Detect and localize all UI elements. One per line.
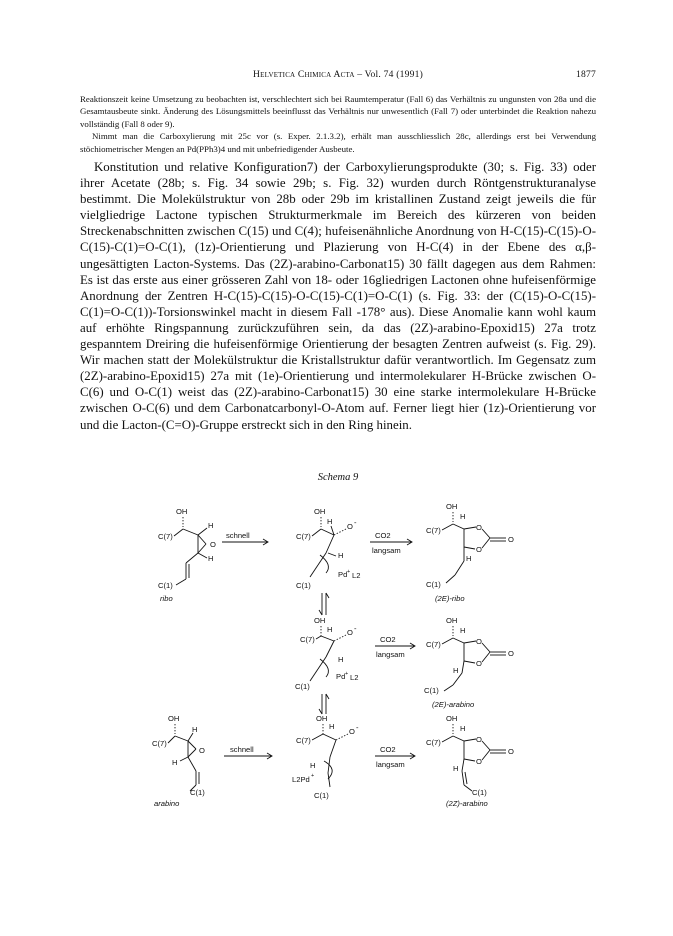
svg-text:C(7): C(7) <box>300 635 315 644</box>
svg-text:C(1): C(1) <box>472 788 487 797</box>
svg-text:OH: OH <box>446 502 458 511</box>
carbonate-e-arabino <box>424 616 514 709</box>
svg-text:H: H <box>460 512 466 521</box>
label-2e-arabino: (2E)-arabino <box>432 700 475 709</box>
svg-text:langsam: langsam <box>376 650 405 659</box>
arrow-schnell-2 <box>224 745 272 759</box>
page-number: 1877 <box>576 69 596 80</box>
svg-text:C(1): C(1) <box>314 791 329 800</box>
arrow-co2-1 <box>370 531 412 555</box>
journal-name: Helvetica Chimica Acta <box>253 69 355 80</box>
svg-text:C(1): C(1) <box>190 788 205 797</box>
pd-complex-arabino-e <box>295 616 358 691</box>
svg-text:OH: OH <box>314 616 326 625</box>
svg-text:OH: OH <box>168 714 180 723</box>
label-arabino: arabino <box>154 799 180 808</box>
svg-text:H: H <box>338 551 344 560</box>
svg-text:O: O <box>508 649 514 658</box>
schema-title: Schema 9 <box>317 472 359 483</box>
svg-text:C(7): C(7) <box>158 532 173 541</box>
svg-text:H: H <box>460 724 466 733</box>
svg-text:Pd: Pd <box>336 672 346 681</box>
svg-text:H: H <box>327 625 333 634</box>
svg-text:C(7): C(7) <box>152 739 167 748</box>
svg-text:-: - <box>356 723 359 732</box>
svg-text:OH: OH <box>446 714 458 723</box>
svg-text:O: O <box>476 735 482 744</box>
small-print-block <box>80 93 596 155</box>
svg-text:H: H <box>310 761 316 770</box>
equilibrium-arrow-2 <box>319 694 329 714</box>
svg-text:CO2: CO2 <box>380 635 396 644</box>
svg-text:O: O <box>508 535 514 544</box>
svg-text:H: H <box>460 626 466 635</box>
svg-text:CO2: CO2 <box>380 745 396 754</box>
svg-text:H: H <box>192 725 198 734</box>
equilibrium-arrow-1 <box>319 593 329 615</box>
svg-text:O: O <box>508 747 514 756</box>
svg-text:schnell: schnell <box>230 745 254 754</box>
svg-text:O: O <box>476 523 482 532</box>
arrow-schnell-1 <box>222 531 268 545</box>
label-ribo: ribo <box>160 594 173 603</box>
pd-complex-ribo <box>296 507 360 590</box>
svg-text:H: H <box>453 666 459 675</box>
svg-text:C(7): C(7) <box>296 532 311 541</box>
svg-text:H: H <box>208 554 214 563</box>
svg-text:C(1): C(1) <box>426 580 441 589</box>
svg-text:C(1): C(1) <box>424 686 439 695</box>
svg-text:H: H <box>172 758 178 767</box>
svg-text:H: H <box>327 517 333 526</box>
svg-text:C(7): C(7) <box>426 640 441 649</box>
arrow-co2-3 <box>375 745 415 769</box>
svg-text:OH: OH <box>176 507 188 516</box>
arrow-co2-2 <box>375 635 415 659</box>
svg-text:O: O <box>476 757 482 766</box>
svg-text:-: - <box>354 518 357 527</box>
carbonate-z-arabino <box>426 714 514 808</box>
svg-text:+: + <box>311 773 315 779</box>
svg-text:H: H <box>329 722 335 731</box>
svg-text:OH: OH <box>316 714 328 723</box>
carbonate-e-ribo <box>426 502 514 603</box>
label-2e-ribo: (2E)-ribo <box>435 594 465 603</box>
reaction-scheme <box>150 495 550 825</box>
svg-text:O: O <box>347 522 353 531</box>
svg-text:H: H <box>466 554 472 563</box>
svg-text:+: + <box>345 671 349 677</box>
svg-text:H: H <box>453 764 459 773</box>
svg-text:C(1): C(1) <box>296 581 311 590</box>
svg-text:O: O <box>476 637 482 646</box>
svg-text:O: O <box>347 628 353 637</box>
arabino-epoxide-structure <box>152 714 205 808</box>
svg-text:C(7): C(7) <box>296 736 311 745</box>
svg-text:+: + <box>347 569 351 575</box>
svg-text:L2Pd: L2Pd <box>292 775 310 784</box>
volume-year: – Vol. 74 (1991) <box>357 69 423 80</box>
svg-text:C(1): C(1) <box>158 581 173 590</box>
svg-text:O: O <box>199 746 205 755</box>
svg-text:L2: L2 <box>350 673 359 682</box>
svg-text:O: O <box>476 659 482 668</box>
svg-text:-: - <box>354 624 357 633</box>
running-header <box>80 69 596 83</box>
main-paragraph: Konstitution und relative Konfiguration7) der Carboxylierungsprodukte (30; s. Fig. 33) oder ihrer Acetate (28b; s. Fig. 34 sowie 29b; s. Fig. 32) wurden durch Röntgenstrukturanalyse bestimmt. Die Molekülstruktur von 28b oder 29b im kristallinen Zustand zeigt jeweils die für vielgliedrige Lactone typischen Strukturmerkmale im Bereich des kürzeren von beiden Streckenabschnitten zwischen C(15) und C(4); hufeisenähnliche Anordnung von H-C(15)-C(15)-O-C(15)-C(1)=O-C(1), (1z)-Orientierung und Plazierung von H-C(4) in der Ebene des α,β-ungesättigten Lacton-Systems. Das (2Z)-arabino-Carbonat15) 30 fällt dagegen aus dem Rahmen: Es ist das erste aus einer grösseren Zahl von 18- oder 16gliedrigen Lactonen ohne hufeisenförmige Anordnung der Zentren H-C(15)-C(15)-O-C(15)-C(1)=O-C(1) (s. Fig. 33: der (C(15)-O-C(15)-C(1)=O-C(1))-Torsionswinkel macht in diesem Fall -178° aus). Diese Anomalie kann wohl kaum auf erhöhte Ringspannung zurückzuführen sein, da das (2Z)-arabino-Epoxid15) 27a trotz gespanntem Dreiring die hufeisenförmige Orientierung der besagten Zentren aufweist (s. Fig. 29). Wir machen statt der Molekülstruktur die Kristallstruktur dafür verantwortlich. Im Gegensatz zum (2Z)-arabino-Epoxid15) 27a mit (1e)-Orientierung und intermolekularer H-Brücke zwischen O-C(6) und O-C(1) weist das (2Z)-arabino-Carbonat15) 30 eine starke intermolekulare H-Brücke zwischen O-C(6) und dem Carbonatcarbonyl-O-Atom auf. Ferner liegt hier (1z)-Orientierung vor und die Lacton-(C=O)-Gruppe erstreckt sich in den Ring hinein. <box>80 160 596 432</box>
ribo-epoxide-structure <box>158 507 216 603</box>
small-paragraph-1: Reaktionszeit keine Umsetzung zu beobachten ist, verschlechtert sich bei Raumtemperatur (Fall 6) das Verhältnis zu ungunsten von 28a und die Gesamtausbeute sinkt. Änderung des Lösungsmittels beeinflusst das Verhältnis nur unwesentlich (Fall 7) oder unterbindet die Reaktion nahezu vollständig (Fall 8 oder 9). <box>80 94 596 129</box>
svg-text:langsam: langsam <box>376 760 405 769</box>
svg-text:O: O <box>210 540 216 549</box>
svg-text:CO2: CO2 <box>375 531 391 540</box>
pd-complex-arabino-z <box>292 714 359 800</box>
svg-text:OH: OH <box>314 507 326 516</box>
svg-text:O: O <box>349 727 355 736</box>
svg-text:H: H <box>338 655 344 664</box>
small-paragraph-2: Nimmt man die Carboxylierung mit 25c vor (s. Exper. 2.1.3.2), erhält man ausschliesslich 28c, allerdings erst bei Verwendung stöchiometrischer Mengen an Pd(PPh3)4 und mit unbefriedigender Ausbeute. <box>80 131 596 154</box>
svg-text:C(7): C(7) <box>426 526 441 535</box>
svg-text:OH: OH <box>446 616 458 625</box>
svg-text:langsam: langsam <box>372 546 401 555</box>
svg-text:L2: L2 <box>352 571 361 580</box>
body-text <box>80 159 596 433</box>
svg-text:H: H <box>208 521 214 530</box>
svg-text:C(7): C(7) <box>426 738 441 747</box>
svg-text:O: O <box>476 545 482 554</box>
label-2z-arabino: (2Z)-arabino <box>446 799 488 808</box>
svg-text:Pd: Pd <box>338 570 348 579</box>
svg-text:schnell: schnell <box>226 531 250 540</box>
svg-text:C(1): C(1) <box>295 682 310 691</box>
